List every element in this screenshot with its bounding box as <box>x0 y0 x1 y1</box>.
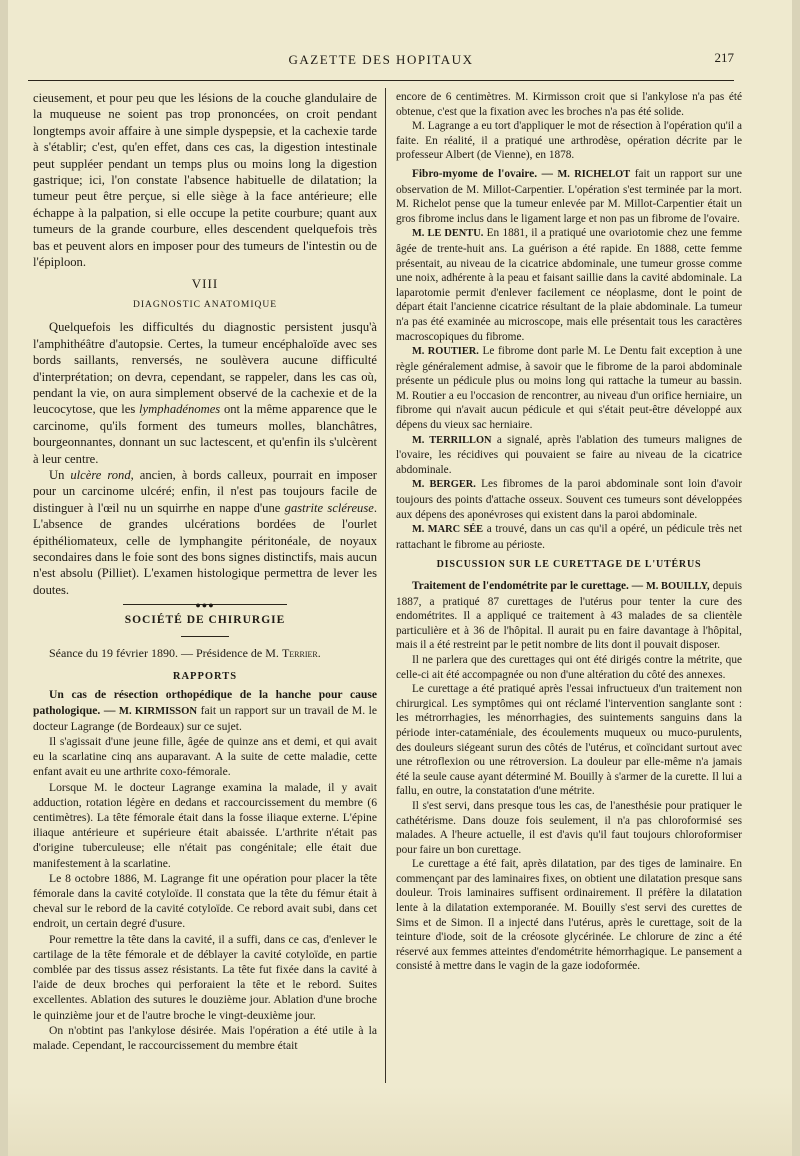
section-number: VIII <box>191 276 219 292</box>
paragraph-continued: encore de 6 centimètres. M. Kirmisson croit que si l'ankylose n'a pas été obtenue, c'est que la fixation avec les broches n'a pas été solide. <box>396 91 742 118</box>
page-bottom-margin <box>8 1086 792 1156</box>
paragraph: Il ne parlera que des curettages qui ont été dirigés contre la métrite, que celle-ci ait été accompagnée ou non d'une altération du côté des annexes. <box>396 653 742 681</box>
session-line: Séance du 19 février 1890. — Présidence de M. Terrier. <box>49 645 321 660</box>
newspaper-page <box>8 0 792 1156</box>
article-fibro-myome: Fibro-myome de l'ovaire. — M. RICHELOT fait un rapport sur une observation de M. Millot-Carpentier. L'opération s'est terminée par la mort. M. Richelot pense que la tumeur enlevée par M. Millot-Carpentier était un gros fibrome inclus dans le ligament large et non pas un fibrome de l'ovaire. <box>396 167 742 225</box>
paragraph-terrillon: M. TERRILLON a signalé, après l'ablation des tumeurs malignes de l'ovaire, les récidives qui pouvaient se faire au niveau de la cicatrice abdominale. <box>396 433 742 476</box>
article-curettage: Traitement de l'endométrite par le curettage. — M. BOUILLY, depuis 1887, a pratiqué 87 curettages de l'utérus pour tenter la cure des endométrites. Il a appliqué ce traitement à 43 malades de sa clientèle particulière et à 36 de l'hôpital. Il aurait pu en faire davantage à l'hôpital, mais il a été restreint par le petit nombre de lits dont il pouvait disposer. <box>396 580 742 652</box>
paragraph: Lorsque M. le docteur Lagrange examina la malade, il y avait adduction, rotation légère en dedans et raccourcissement du membre (6 centimètres). La tête fémorale était dans la fosse iliaque externe. L'épine iliaque antérieure et supérieure était abaissée. L'arthrite n'était pas d'origine tuberculeuse; elle n'était pas congénitale; elle était due manifestement à la scarlatine. <box>33 780 377 870</box>
paragraph: Il s'agissait d'une jeune fille, âgée de quinze ans et demi, et qui avait eu la scarlatine cinq ans auparavant. A la suite de cette maladie, cette enfant avait eu une arthrite coxo-fémorale. <box>33 735 377 779</box>
right-column <box>396 90 742 974</box>
page-header <box>28 50 734 81</box>
paragraph-routier: M. ROUTIER. Le fibrome dont parle M. Le Dentu fait exception à une règle généralement admise, à savoir que le fibrome de la paroi abdominale présente un pédicule plus ou moins long qui rattache la tumeur au bassin. M. Routier a eu l'occasion de rencontrer, au niveau d'un orifice herniaire, un fibrome qui n'avait aucun pédicule et qui s'était peut-être développé aux dépens du vieux sac herniaire. <box>396 345 742 432</box>
rapports-heading: RAPPORTS <box>172 671 238 682</box>
discussion-heading: DISCUSSION SUR LE CURETTAGE DE L'UTÉRUS <box>436 559 702 571</box>
ornament-rule: ●●● <box>195 600 215 611</box>
paragraph: On n'obtint pas l'ankylose désirée. Mais l'opération a été utile à la malade. Cependant, le raccourcissement du membre était <box>33 1023 377 1053</box>
section-title: DIAGNOSTIC ANATOMIQUE <box>132 299 278 310</box>
paragraph: Pour remettre la tête dans la cavité, il a suffi, dans ce cas, d'enlever le cartilage de la tête fémorale et de déblayer la cavité cotyloïde, en partie comblée par des tissus assez résistants. La tête fut fixée dans la cavité à l'aide de deux broches qui perforaient la tête et le rebord. Suites excellentes. Ablation des sutures le douzième jour. Ablation d'une broche le quinzième jour et de l'autre broche le vingt-deuxième jour. <box>33 932 377 1022</box>
paragraph: Le 8 octobre 1886, M. Lagrange fit une opération pour placer la tête fémorale dans la cavité cotyloïde. Il constata que la tête du fémur était à cheval sur le rebord de la cavité cotyloïde. Ce rebord avait subi, dans cet endroit, un certain degré d'usure. <box>33 871 377 931</box>
article-resection-lead: Un cas de résection orthopédique de la hanche pour cause pathologique. — M. KIRMISSON fait un rapport sur un travail de M. le docteur Lagrange (de Bordeaux) sur ce sujet. <box>33 688 377 733</box>
column-divider <box>385 88 386 1083</box>
left-column <box>33 90 377 1053</box>
page-number: 217 <box>714 50 734 65</box>
paragraph: Le curettage a été fait, après dilatation, par des tiges de laminaire. En commençant par des laminaires fixes, on obtient une dilatation presque sans douleur. Trois laminaires suffisent ordinairement. Il préfère la dilatation lente à la dilatation extemporanée. M. Bouilly s'est servi des curettes de Sims et de Simon. Il a injecté dans l'utérus, après le curettage, soit de la teinture d'iode, soit de la créosote glycérinée. Le chlorure de zinc a été réservé aux femmes atteintes d'endométrite hémorrhagique. Le pansement a consisté à mettre dans le vagin de la gaze iodoformée. <box>396 858 742 973</box>
paragraph: M. Lagrange a eu tort d'appliquer le mot de résection à l'opération qu'il a faite. En réalité, il a pratiqué une arthrodèse, opération décrite par le professeur Albert (de Vienne), en 1878. <box>396 120 742 162</box>
paragraph-diagnostic-2: Un ulcère rond, ancien, à bords calleux, pourrait en imposer pour un carcinome ulcéré; enfin, il n'est pas toujours facile de distinguer à l'œil nu un squirrhe en nappe d'une gastrite scléreuse. L'absence de grandes ulcérations bordées de l'ourlet épithéliomateux, celle de lymphangite péritonéale, de noyaux secondaires dans le foie sont des bons signes distinctifs, mais aucun n'est absolu (Pilliet). L'examen histologique permettra de lever les doutes. <box>33 467 377 597</box>
paragraph-diagnostic-1: Quelquefois les difficultés du diagnostic persistent jusqu'à l'amphithéâtre d'autopsie. Certes, la tumeur encéphaloïde avec ses bords saillants, renversés, ne soulèvera aucune difficulté d'interprétation; on devra, cependant, se rappeler, dans les cas où, pendant la vie, on aura simplement observé de la cachexie et de la leucocytose, que les lymphadénomes ont la même apparence que le carcinome, qu'ils forment des tumeurs molles, blanchâtres, bourgeonnantes, donnant un suc lactescent, et qu'enfin ils s'ulcèrent à leur centre. <box>33 320 377 466</box>
journal-title: GAZETTE DES HOPITAUX <box>288 52 474 67</box>
paragraph-le-dentu: M. LE DENTU. En 1881, il a pratiqué une ovariotomie chez une femme âgée de trente-huit ans. La guérison a été rapide. En 1888, cette femme présentait, au niveau de la cicatrice abdominale, une tumeur grosse comme une noix, adhérente à la peau et faisant saillie dans la cavité abdominale. La laparotomie permit d'enlever facilement ce néoplasme, dont le point de départ était l'ancienne cicatrice résultant de la plaie abdominale. La tumeur n'a pas été examinée au microscope, mais elle présentait tous les caractères macroscopiques du fibrome. <box>396 227 742 343</box>
paragraph-marc-see: M. MARC SÉE a trouvé, dans un cas qu'il a opéré, un pédicule très net rattachant le fibrome au périoste. <box>396 523 742 551</box>
society-heading: ●●● SOCIÉTÉ DE CHIRURGIE <box>33 602 377 628</box>
paragraph-continued: cieusement, et pour peu que les lésions de la couche glandulaire de la muqueuse ne soient pas trop prononcées, on croit pendant longtemps avoir affaire à une simple dyspepsie, et la cachexie tarde à s'établir; c'est, qu'en effet, dans ces cas, la digestion intestinale peut suppléer pendant un temps plus ou moins long la digestion gastrique; ici, l'on constate l'absence habituelle de dilatation; la tumeur peut être perçue, si elle siège à la face antérieure; elle échappe à la palpation, si elle occupe la petite courbure; quant aux tumeurs de la grande courbure, elles descendent quelquefois très bas et peuvent alors en imposer pour des tumeurs de l'intestin ou de l'épiploon. <box>33 91 377 270</box>
article-resection <box>33 687 377 1053</box>
paragraph-berger: M. BERGER. Les fibromes de la paroi abdominale sont loin d'avoir toujours des points d'attache osseux. Souvent ces tumeurs sont développées aux dépens des aponévroses qui existent dans la paroi abdominale. <box>396 478 742 521</box>
paragraph: Il s'est servi, dans presque tous les cas, de l'anesthésie pour pratiquer le cathétérisme. Dans douze fois seulement, il n'a pas chloroformisé ses malades. A l'heure actuelle, il est d'avis qu'il faut toujours chloroformiser pour faire un bon curettage. <box>396 799 742 856</box>
paragraph: Le curettage a été pratiqué après l'essai infructueux d'un traitement non chirurgical. Les symptômes qui ont réclamé l'intervention sanglante sont : les métrorrhagies, les ménorrhagies, des suintements sanguins dans la période inter-cataméniale, des écoulements muqueux ou muco-purulents, des douleurs siégeant surun des côtés de l'utérus, et coïncidant surtout avec une rétroflexion ou une rétroversion. La douleur par elle-même n'a jamais été la seule cause ayant déterminé M. Bouilly à s'armer de la curette. Il lui a fallu, en outre, la constatation d'une métrite. <box>396 683 742 798</box>
